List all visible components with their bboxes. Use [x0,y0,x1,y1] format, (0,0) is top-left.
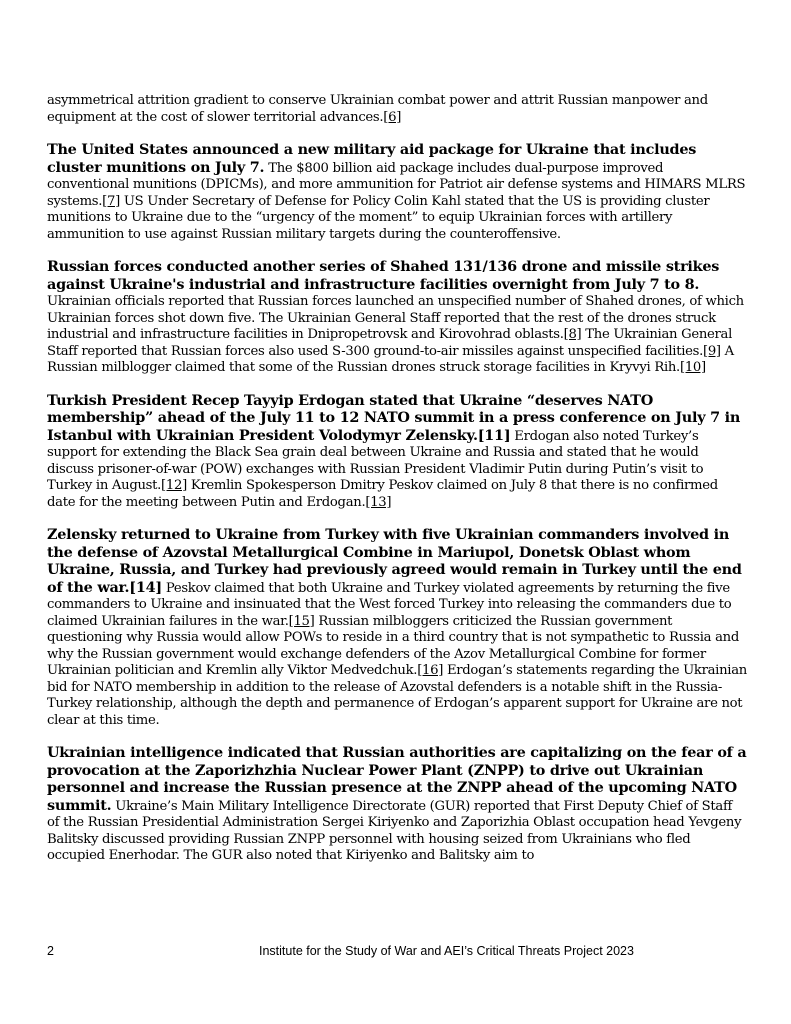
paragraph-text: Erdogan’s statements regarding the Ukrainian bid for NATO membership in addition to the release of Azovstal defenders is a notable shift in the Russia-Turkey relationship, although the depth and permanence of Erdogan’s apparent support for Ukraine are not clear at this time. [47,663,747,728]
body-text [47,93,747,881]
paragraph-text: Russian milbloggers criticized the Russian government questioning why Russia would allow POWs to reside in a third country that is not sympathetic to Russia and why the Russian government would exchange defenders of the Azov Metallurgical Combine for former Ukrainian politician and Kremlin ally Viktor Medvedchuk. [47,613,739,678]
page-number: 2 [47,944,54,958]
paragraph-lead: Ukrainian intelligence indicated that Russian authorities are capitalizing on the fear of a provocation at the Zaporizhzhia Nuclear Power Plant (ZNPP) to drive out Ukrainian personnel and increase the Russian presence at the ZNPP ahead of the upcoming NATO summit. [47,744,747,814]
paragraph-text: The $800 billion aid package includes dual-purpose improved conventional munitions (DPICMs), and more ammunition for Patriot air defense systems and HIMARS MLRS systems. [47,160,746,209]
paragraph [47,393,747,512]
footnote-link[interactable]: [12] [161,478,187,493]
paragraph-lead: Zelensky returned to Ukraine from Turkey with five Ukrainian commanders involved in the defense of Azovstal Metallurgical Combine in Mariupol, Donetsk Oblast whom Ukraine, Russia, and Turkey had previously agreed would remain in Turkey until the end of the war.[14] [47,526,742,596]
paragraph [47,93,747,126]
paragraph-text: Erdogan also noted Turkey’s support for extending the Black Sea grain deal between Ukraine and Russia and stated that he would discuss prisoner-of-war (POW) exchanges with Russian President Vladimir Putin during Putin’s visit to Turkey in August. [47,428,704,493]
paragraph [47,745,747,865]
footnote-link[interactable]: [13] [365,494,392,510]
paragraph-lead: Turkish President Recep Tayyip Erdogan stated that Ukraine “deserves NATO membership” ahead of the July 11 to 12 NATO summit in a press conference on July 7 in Istanbul with Ukrainian President Volodymyr Zelensky.[11] [47,391,741,444]
footnote-link[interactable]: [7] [102,193,120,209]
paragraph-text: The Ukrainian General Staff reported that Russian forces also used S-300 ground-to-air missiles against unspecified facilities. [47,327,733,359]
paragraph-text: Ukrainian officials reported that Russian forces launched an unspecified number of Shahed drones, of which Ukrainian forces shot down five. The Ukrainian General Staff reported that the rest of the drones struck industrial and infrastructure facilities in Dnipropetrovsk and Kirovohrad oblasts. [47,294,744,342]
footnote-link[interactable]: [8] [563,327,582,342]
footnote-link[interactable]: [16] [417,663,444,678]
paragraph-text: A Russian milblogger claimed that some of the Russian drones struck storage facilities in Kryvyi Rih. [47,343,734,375]
footer-text: Institute for the Study of War and AEI’s Critical Threats Project 2023 [259,944,634,958]
paragraph-text: asymmetrical attrition gradient to conserve Ukrainian combat power and attrit Russian manpower and equipment at the cost of slower territorial advances. [47,93,708,125]
paragraph [47,142,747,243]
page-footer [47,944,747,962]
paragraph-text: Kremlin Spokesperson Dmitry Peskov claimed on July 8 that there is no confirmed date for the meeting between Putin and Erdogan. [47,478,718,510]
footnote-link[interactable]: [9] [702,343,721,359]
footnote-link[interactable]: [15] [288,613,315,629]
paragraph [47,527,747,729]
paragraph-text: Peskov claimed that both Ukraine and Turkey violated agreements by returning the five commanders to Ukraine and insinuated that the West forced Turkey into releasing the commanders due to claimed Ukrainian failures in the war. [47,580,732,629]
paragraph [47,259,747,377]
paragraph-lead: The United States announced a new military aid package for Ukraine that includes cluster munitions on July 7. [47,141,697,176]
paragraph-lead: Russian forces conducted another series of Shahed 131/136 drone and missile strikes against Ukraine's industrial and infrastructure facilities overnight from July 7 to 8. [47,258,720,293]
paragraph-text: Ukraine’s Main Military Intelligence Directorate (GUR) reported that First Deputy Chief of Staff of the Russian Presidential Administration Sergei Kiriyenko and Zaporizhia Oblast occupation head Yevgeny Balitsky discussed providing Russian ZNPP personnel with housing seized from Ukrainians who fled occupied Enerhodar. The GUR also noted that Kiriyenko and Balitsky aim to [47,798,742,863]
paragraph-text: US Under Secretary of Defense for Policy Colin Kahl stated that the US is providing cluster munitions to Ukraine due to the “urgency of the moment” to equip Ukrainian forces with artillery ammunition to use against Russian military targets during the counteroffensive. [47,193,710,242]
footnote-link[interactable]: [6] [383,109,402,125]
footnote-link[interactable]: [10] [679,360,706,375]
